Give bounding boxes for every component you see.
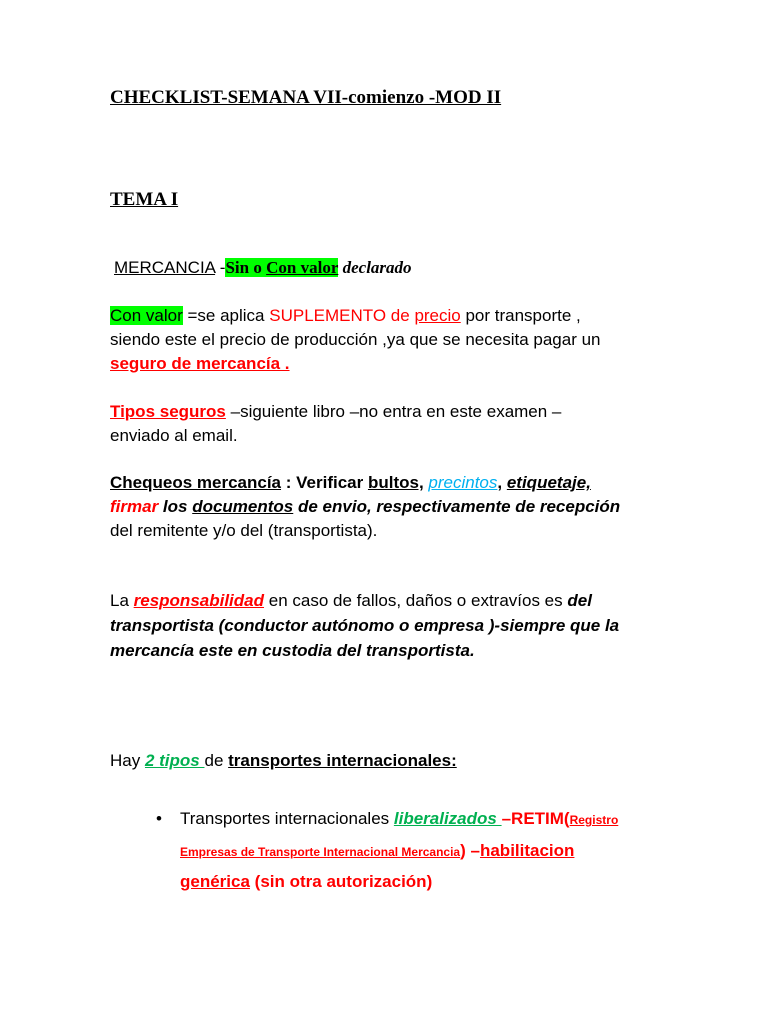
tipos-line-1 <box>110 400 561 424</box>
sin-otra-text: (sin otra autorización) <box>249 872 433 891</box>
section-heading <box>110 188 178 212</box>
verificar-text: : Verificar <box>281 473 368 492</box>
envio-text: de envio, respectivamente de recepción <box>293 497 621 516</box>
bultos-text: bultos, <box>367 473 424 492</box>
chequeos-line-2 <box>110 495 620 519</box>
de-text: de <box>204 751 229 770</box>
tipos-line-2-text: enviado al email. <box>110 426 238 445</box>
resp-line-1 <box>110 589 592 613</box>
responsabilidad-text: responsabilidad <box>133 591 265 610</box>
con-valor-line-1 <box>110 304 581 328</box>
dos-tipos-text: 2 tipos <box>144 751 205 770</box>
con-valor-line-2-text: siendo este el precio de producción ,ya que se necesita pagar un <box>110 330 601 349</box>
close-paren: ) <box>460 841 466 860</box>
seguro-text: seguro de mercancía . <box>110 354 290 373</box>
los-text: los <box>158 497 193 516</box>
hab-dash: – <box>465 841 480 860</box>
con-valor-text-b: por transporte , <box>460 306 581 325</box>
chequeos-label: Chequeos mercancía <box>110 473 282 492</box>
hay-line <box>110 749 457 773</box>
bullet-dot: • <box>156 809 162 828</box>
bullet-line-1 <box>180 807 618 832</box>
resp-line-3 <box>110 639 475 663</box>
precio-text: precio <box>414 306 461 325</box>
la-text: La <box>110 591 134 610</box>
bullet-text-a: Transportes internacionales <box>180 809 394 828</box>
remitente-text: del remitente y/o del (transportista). <box>110 521 378 540</box>
tema-text: TEMA I <box>110 189 179 210</box>
chequeos-line-1 <box>110 471 591 495</box>
transportes-text: transportes internacionales: <box>228 751 457 770</box>
resp-line-3-text: mercancía este en custodia del transportista. <box>110 641 475 660</box>
con-valor-line-3 <box>110 352 290 376</box>
bullet-line-3 <box>180 870 432 894</box>
sin-o-text: Sin o <box>225 258 267 277</box>
resp-line-2 <box>110 614 619 638</box>
chequeos-line-3 <box>110 519 377 543</box>
liberalizados-text: liberalizados <box>393 809 502 828</box>
firmar-text: firmar <box>110 497 159 516</box>
etiquetaje-text: etiquetaje, <box>506 473 591 492</box>
declarado-text: declarado <box>338 258 412 277</box>
generica-text: genérica <box>180 872 250 891</box>
title-text: CHECKLIST-SEMANA VII-comienzo -MOD II <box>110 87 502 108</box>
precintos-text: precintos <box>428 473 498 492</box>
mercancia-label: MERCANCIA <box>114 258 216 277</box>
tipos-line-2 <box>110 424 238 448</box>
con-valor-line-2 <box>110 328 601 352</box>
suplemento-text: SUPLEMENTO de <box>269 306 415 325</box>
resp-line-2-text: transportista (conductor autónomo o empresa )-siempre que la <box>110 616 620 635</box>
mercancia-line <box>114 256 412 280</box>
con-valor-highlight: Con valor <box>110 306 183 325</box>
tipos-rest-text: –siguiente libro –no entra en este examen – <box>225 402 562 421</box>
page-title <box>110 86 501 110</box>
retim-text: RETIM( <box>511 809 570 828</box>
documentos-text: documentos <box>192 497 294 516</box>
habilitacion-text: habilitacion <box>479 841 575 860</box>
mercancia-dash: - <box>215 258 226 277</box>
comma-text: , <box>497 473 507 492</box>
con-valor-text-a: =se aplica <box>182 306 270 325</box>
bullet-dash: – <box>501 809 512 828</box>
registro-text: Registro <box>569 813 619 827</box>
del-text: del <box>567 591 592 610</box>
empresas-text: Empresas de Transporte Internacional Mercancia <box>180 845 461 859</box>
tipos-seguros-text: Tipos seguros <box>110 402 226 421</box>
hay-text: Hay <box>110 751 145 770</box>
bullet-line-2 <box>180 839 574 864</box>
resp-mid-text: en caso de fallos, daños o extravíos es <box>264 591 568 610</box>
con-valor-text: Con valor <box>266 258 339 277</box>
